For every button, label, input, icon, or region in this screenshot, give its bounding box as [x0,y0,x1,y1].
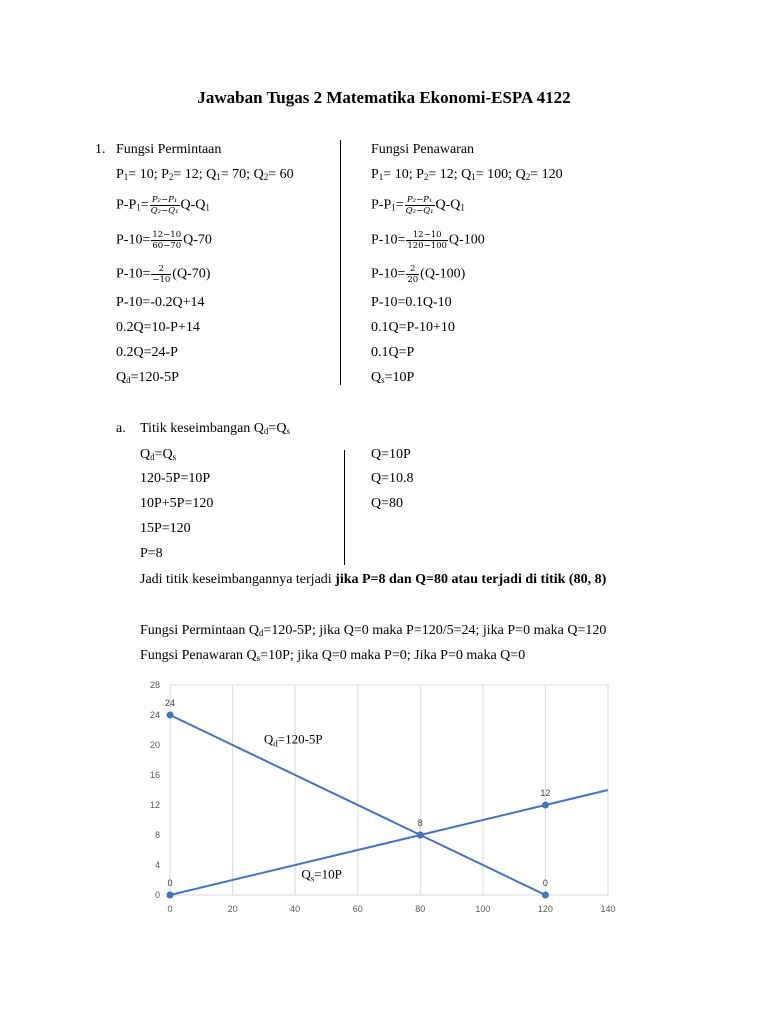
data-point [542,892,549,899]
demand-function-text: Fungsi Permintaan $Q_d=120-5P$; jika Q=0 maka P=120/5=24; jika P=0 maka Q=120 [140,623,607,638]
x-tick-label: 20 [227,904,238,914]
data-point [542,802,549,809]
supply-line: 0.1Q=P [371,345,415,360]
conclusion: Jadi titik keseimbangannya terjadi jika P=8 dan Q=80 atau terjadi di titik (80, 8) [140,572,607,587]
part-a-label: a. [116,421,126,436]
y-tick-label: 12 [149,800,160,810]
y-tick-label: 4 [154,860,160,870]
x-tick-label: 120 [537,904,553,914]
equilibrium-q-line: Q=10P [371,447,411,462]
supply-step3: P-10= $\frac{2}{20}$ (Q-100) [371,264,466,285]
x-tick-label: 80 [415,904,426,914]
column-divider [344,450,345,565]
fraction-numerator: P₂−P₁ [405,195,435,206]
column-divider [340,140,341,385]
fraction-denominator: Q₂−Q₁ [405,206,434,216]
fraction-denominator: 60−70 [152,241,182,251]
supply-heading: Fungsi Penawaran [371,142,475,157]
fraction-denominator: 120−100 [407,241,447,251]
supply-demand-chart [136,676,622,922]
demand-result: $Q_d=120-5P$ [116,370,179,385]
demand-formula: $P-P_1=$ $\frac{\text{P₂−P₁}}{\text{Q₂−Q₁}}$ $Q-Q_1$ [116,195,210,216]
fraction-numerator: 12−10 [152,230,182,240]
y-tick-label: 28 [149,680,160,690]
supply-step2: P-10= $\frac{12-10}{120-100}$ Q-100 [371,230,485,251]
demand-line: 0.2Q=24-P [116,345,178,360]
fraction-numerator: P₂−P₁ [150,195,180,206]
fraction-numerator: 2 [151,264,171,275]
question-number: 1. [95,142,106,157]
equilibrium-line: 15P=120 [140,521,191,536]
supply-line: P-10=0.1Q-10 [371,295,452,310]
fraction-denominator: Q₂−Q₁ [150,206,179,216]
y-tick-label: 16 [149,770,160,780]
equilibrium-q-line: Q=80 [371,496,404,511]
supply-function-text: Fungsi Penawaran $Q_s=10P$; jika Q=0 maka P=0; Jika P=0 maka Q=0 [140,648,526,663]
data-label: 8 [417,818,423,828]
fraction-denominator: −10 [152,275,171,285]
fraction-numerator: 12−10 [406,230,448,241]
equilibrium-q-line: Q=10.8 [371,471,414,486]
curve-annotation: $Q_s=10P$ [301,866,342,884]
page-title: Jawaban Tugas 2 Matematika Ekonomi-ESPA 4122 [197,88,571,107]
data-label: 24 [164,698,176,708]
equilibrium-line: $Q_d=Q_s$ [140,447,177,462]
y-tick-label: 20 [149,740,160,750]
equilibrium-line: 120-5P=10P [140,471,211,486]
part-a-heading: Titik keseimbangan $Q_d=Q_s$ [140,421,290,436]
x-tick-label: 40 [290,904,301,914]
data-label: 0 [542,878,548,888]
curve-annotation: $Q_d=120-5P$ [263,731,323,749]
data-label: 0 [167,878,173,888]
y-tick-label: 0 [154,890,160,900]
data-point [167,712,174,719]
supply-result: $Q_s=10P$ [371,370,415,385]
data-label: 12 [540,788,551,798]
data-point [167,892,174,899]
fraction-denominator: 20 [407,275,419,285]
demand-heading: Fungsi Permintaan [116,142,222,157]
data-point [417,832,424,839]
fraction-numerator: 2 [406,264,419,275]
demand-step3: P-10= $\frac{2}{-10}$ (Q-70) [116,264,211,285]
supply-line: 0.1Q=P-10+10 [371,320,455,335]
y-tick-label: 8 [154,830,160,840]
x-tick-label: 60 [352,904,363,914]
demand-step2: P-10= $\frac{12-10}{60-70}$ Q-70 [116,230,212,251]
demand-line: 0.2Q=10-P+14 [116,320,200,335]
x-tick-label: 0 [167,904,173,914]
demand-givens: $P_1= 10$; $P_2= 12$; $Q_1= 70$; $Q_2= 60$ [116,167,294,182]
supply-givens: $P_1= 10$; $P_2= 12$; $Q_1= 100$; $Q_2= 120$ [371,167,563,182]
x-tick-label: 140 [600,904,616,914]
y-tick-label: 24 [149,710,160,720]
equilibrium-line: P=8 [140,546,163,561]
equilibrium-line: 10P+5P=120 [140,496,214,511]
supply-formula: $P-P_1=$ $\frac{\text{P₂−P₁}}{\text{Q₂−Q₁}}$ $Q-Q_1$ [371,195,465,216]
x-tick-label: 100 [475,904,491,914]
demand-line: P-10=-0.2Q+14 [116,295,205,310]
